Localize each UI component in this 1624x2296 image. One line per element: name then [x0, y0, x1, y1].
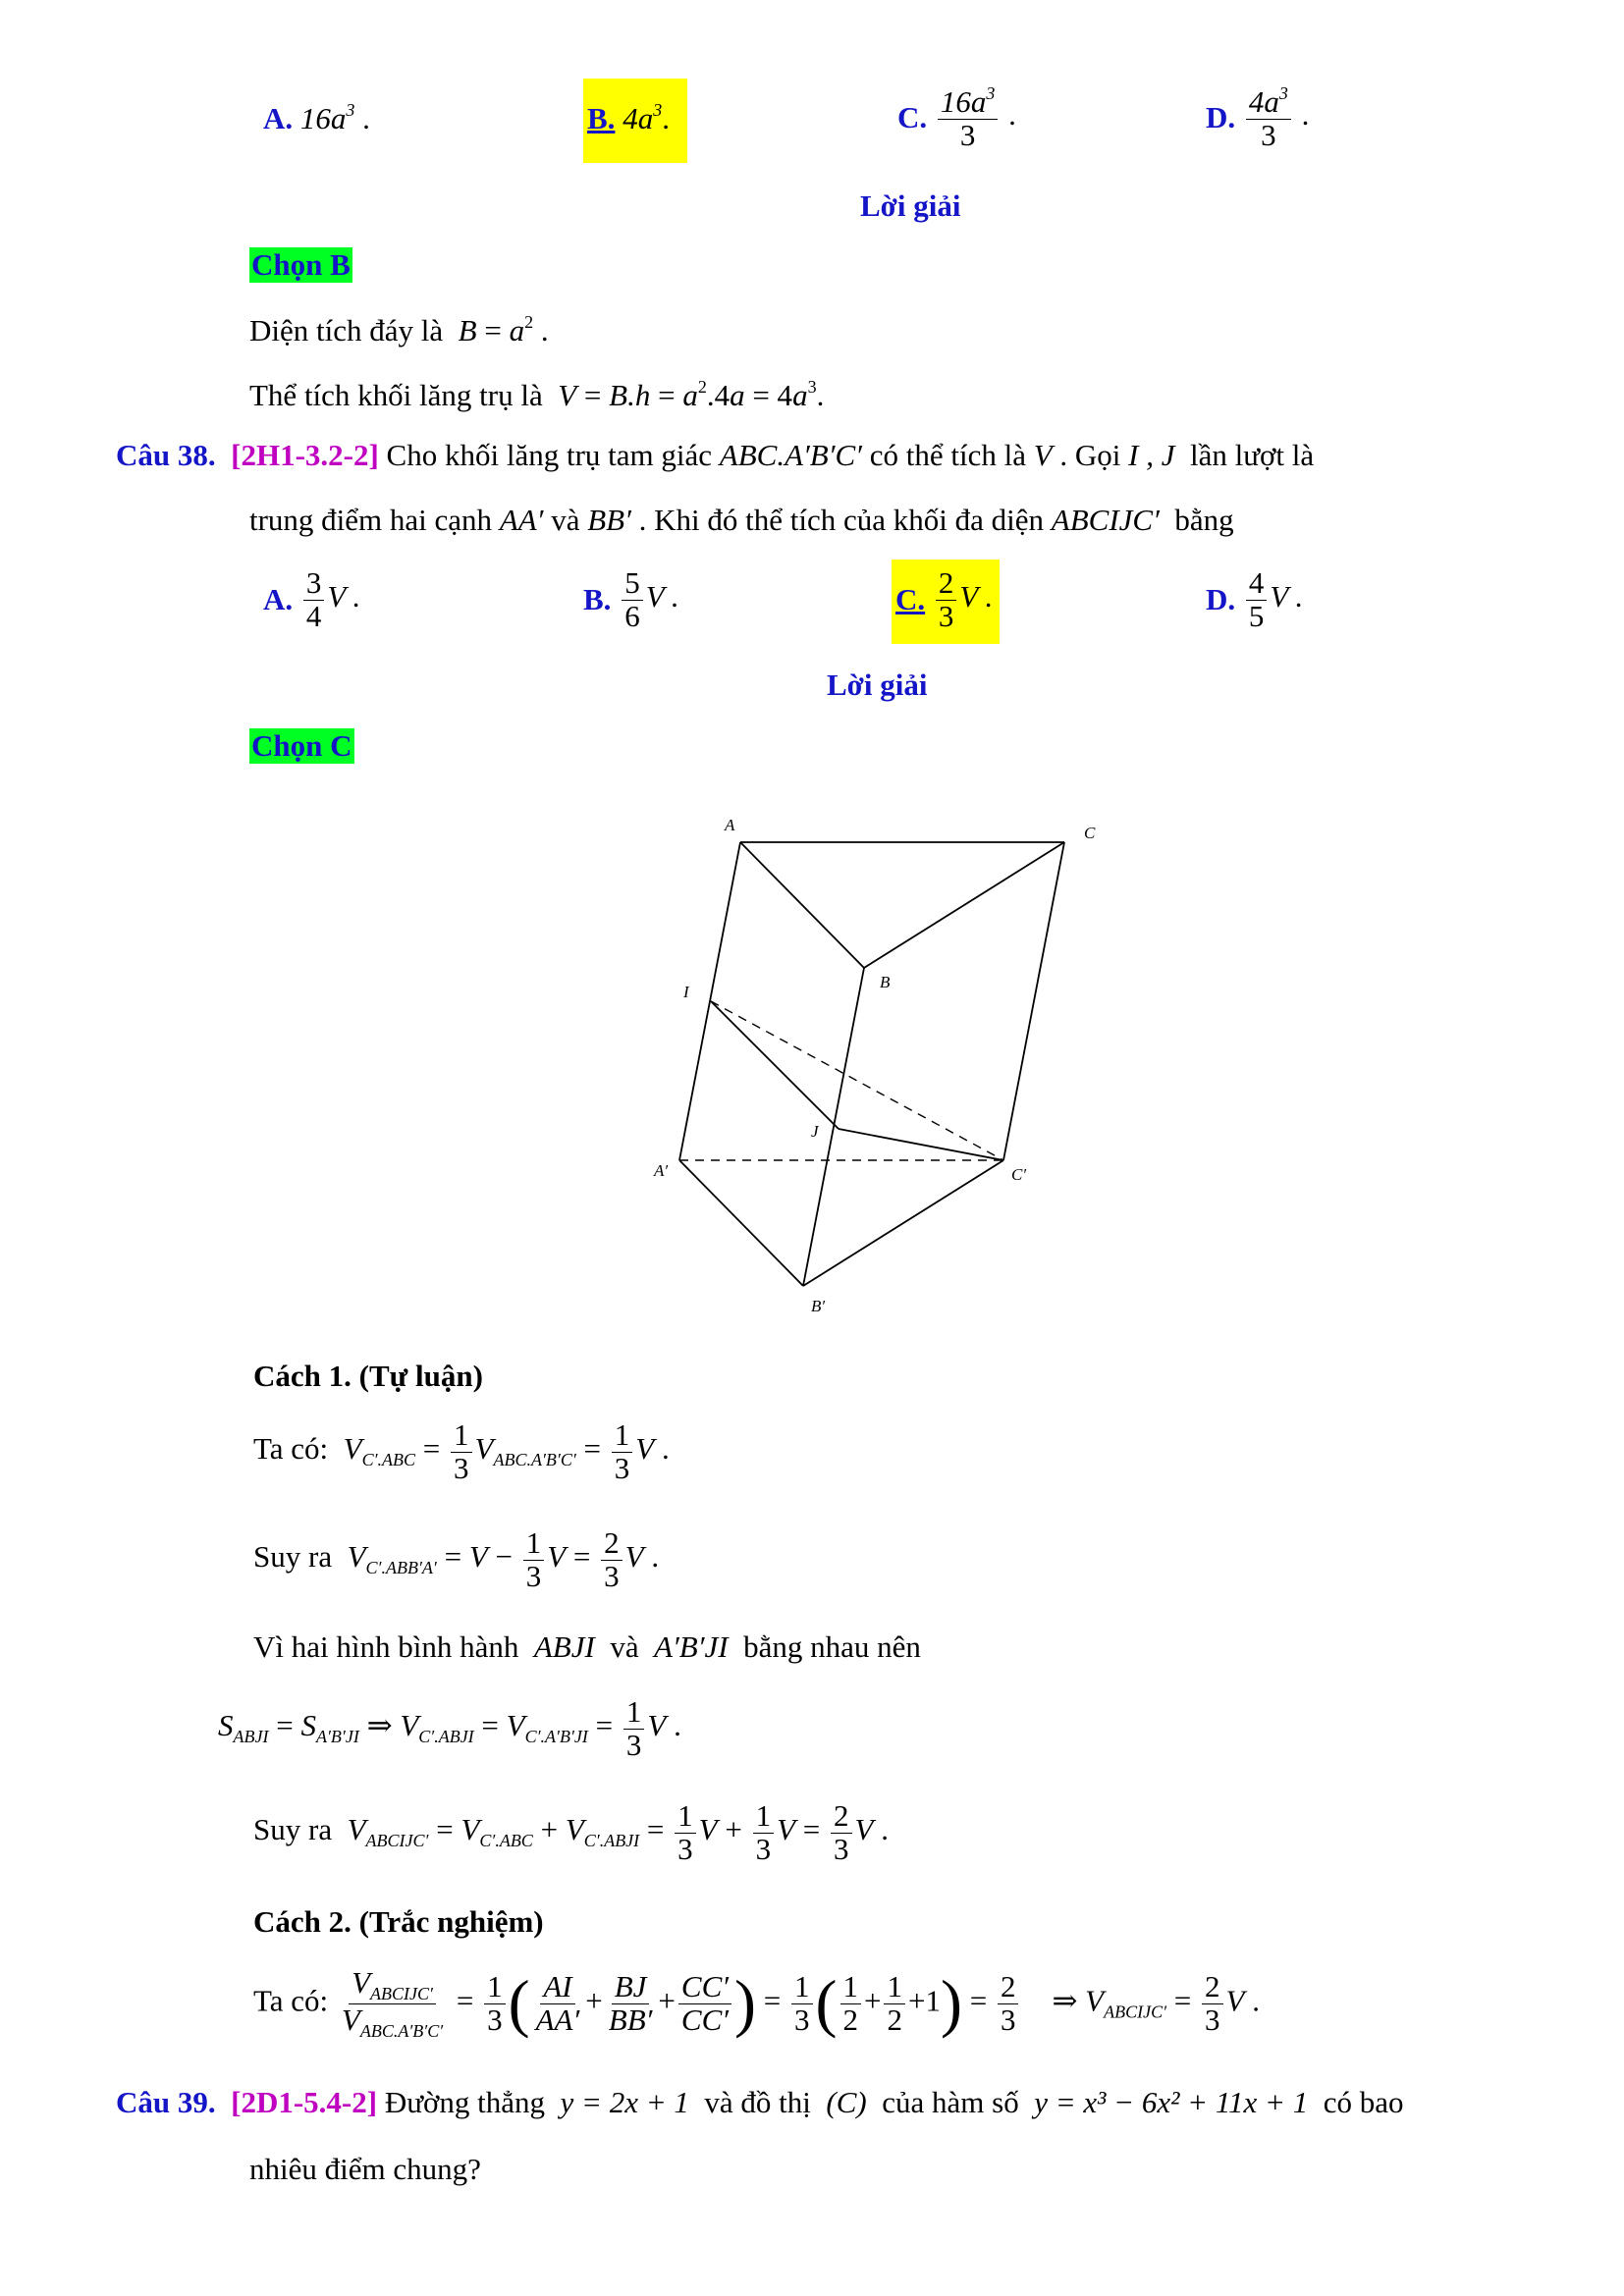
label-j: J: [811, 1122, 819, 1141]
q38-option-c[interactable]: C. $\frac{2}{3}$ V .: [895, 565, 994, 633]
q37-option-a[interactable]: A. $16a^3$ .: [263, 100, 370, 135]
question-tag: [2H1-3.2-2]: [231, 438, 379, 472]
q37-solution-title: Lời giải: [860, 188, 961, 223]
method-1-step-1: Ta có: $V_{C'.ABC}$ = $\frac{1}{3}$ $V_{ABC.A'B'C'}$ = $\frac{1}{3}$ V .: [253, 1417, 670, 1485]
method-1-step-2: Suy ra $V_{C'.ABB'A'} = V$ − $\frac{1}{3}$ V = $\frac{2}{3}$ V .: [253, 1525, 660, 1593]
label-a-prime: A′: [654, 1161, 669, 1180]
label-i: I: [683, 983, 689, 1001]
q38-line-2: trung điểm hai cạnh AA′ và BB′ . Khi đó thể tích của khối đa diện ABCIJC′ bằng: [249, 503, 1234, 537]
prism-figure: [638, 805, 1129, 1325]
option-label: D.: [1206, 100, 1236, 135]
method-1-step-5: Suy ra $V_{ABCIJC'} = V_{C'.ABC} + V_{C'.ABJI}$ = $\frac{1}{3}$ V + $\frac{1}{3}$ V = $\frac{2}{3}$ V .: [253, 1798, 889, 1866]
option-label: B.: [587, 101, 616, 135]
q37-answer-choice: Chọn B: [251, 247, 351, 282]
q38-answer-choice: Chọn C: [251, 728, 352, 763]
q37-option-d[interactable]: D. $\frac{4a^3}{3}$ .: [1206, 83, 1310, 152]
method-1-step-3: Vì hai hình bình hành ABJI và A′B′JI bằng nhau nên: [253, 1629, 921, 1664]
q38-option-b[interactable]: B. $\frac{5}{6}$ V .: [583, 565, 679, 633]
label-b-prime: B′: [811, 1297, 826, 1315]
q37-line-1: Diện tích đáy là $B = a^2$ .: [249, 312, 549, 347]
method-1-title: Cách 1. (Tự luận): [253, 1359, 483, 1393]
option-label: A.: [263, 101, 294, 135]
question-number: Câu 39.: [116, 2085, 216, 2119]
method-1-step-4: $S_{ABJI} = S_{A'B'JI}$ ⇒ $V_{C'.ABJI} = V_{C'.A'B'JI}$ = $\frac{1}{3}$ V .: [218, 1694, 681, 1762]
q39-line-1: Câu 39. [2D1-5.4-2] Đường thẳng y = 2x + 1 và đồ thị (C) của hàm số y = x³ − 6x² + 11x + 1 có bao: [116, 2085, 1404, 2119]
q38-option-a[interactable]: A. $\frac{3}{4}$ V .: [263, 565, 361, 633]
q37-line-2: Thể tích khối lăng trụ là $V = B.h = a^2.4a = 4a^3$.: [249, 377, 825, 412]
q37-option-b[interactable]: B. $4a^3$.: [587, 100, 670, 135]
label-b: B: [880, 973, 891, 991]
q39-line-2: nhiêu điểm chung?: [249, 2152, 481, 2186]
q38-line-1: Câu 38. [2H1-3.2-2] Cho khối lăng trụ tam giác ABC.A′B′C′ có thể tích là V . Gọi I , J lần lượt là: [116, 438, 1315, 472]
q38-solution-title: Lời giải: [827, 667, 928, 702]
label-c: C: [1084, 824, 1096, 842]
option-label: C.: [897, 100, 928, 135]
method-2-title: Cách 2. (Trắc nghiệm): [253, 1904, 544, 1939]
label-a: A: [725, 816, 735, 834]
q38-option-d[interactable]: D. $\frac{4}{5}$ V .: [1206, 565, 1304, 633]
label-c-prime: C′: [1011, 1165, 1027, 1184]
q37-option-c[interactable]: C. $\frac{16a^3}{3}$ .: [897, 83, 1016, 152]
question-tag: [2D1-5.4-2]: [231, 2085, 378, 2119]
method-2-step-1: Ta có: $\frac{V_{ABCIJC'}}{V_{ABC.A'B'C'}}$ = $\frac{1}{3}$ ( $\frac{AI}{AA'}$ + $\frac{BJ}{BB'}$ + $\frac{CC'}{CC'}$ ) = $\frac{1}{3}$ ( $\frac{1}{2}$ + $\frac{1}{2}$ +1) = $\frac{2}{3}$ ⇒ $V_{ABCIJC'}$ = $\frac{2}{3}$ V .: [253, 1965, 1260, 2041]
question-number: Câu 38.: [116, 438, 216, 472]
